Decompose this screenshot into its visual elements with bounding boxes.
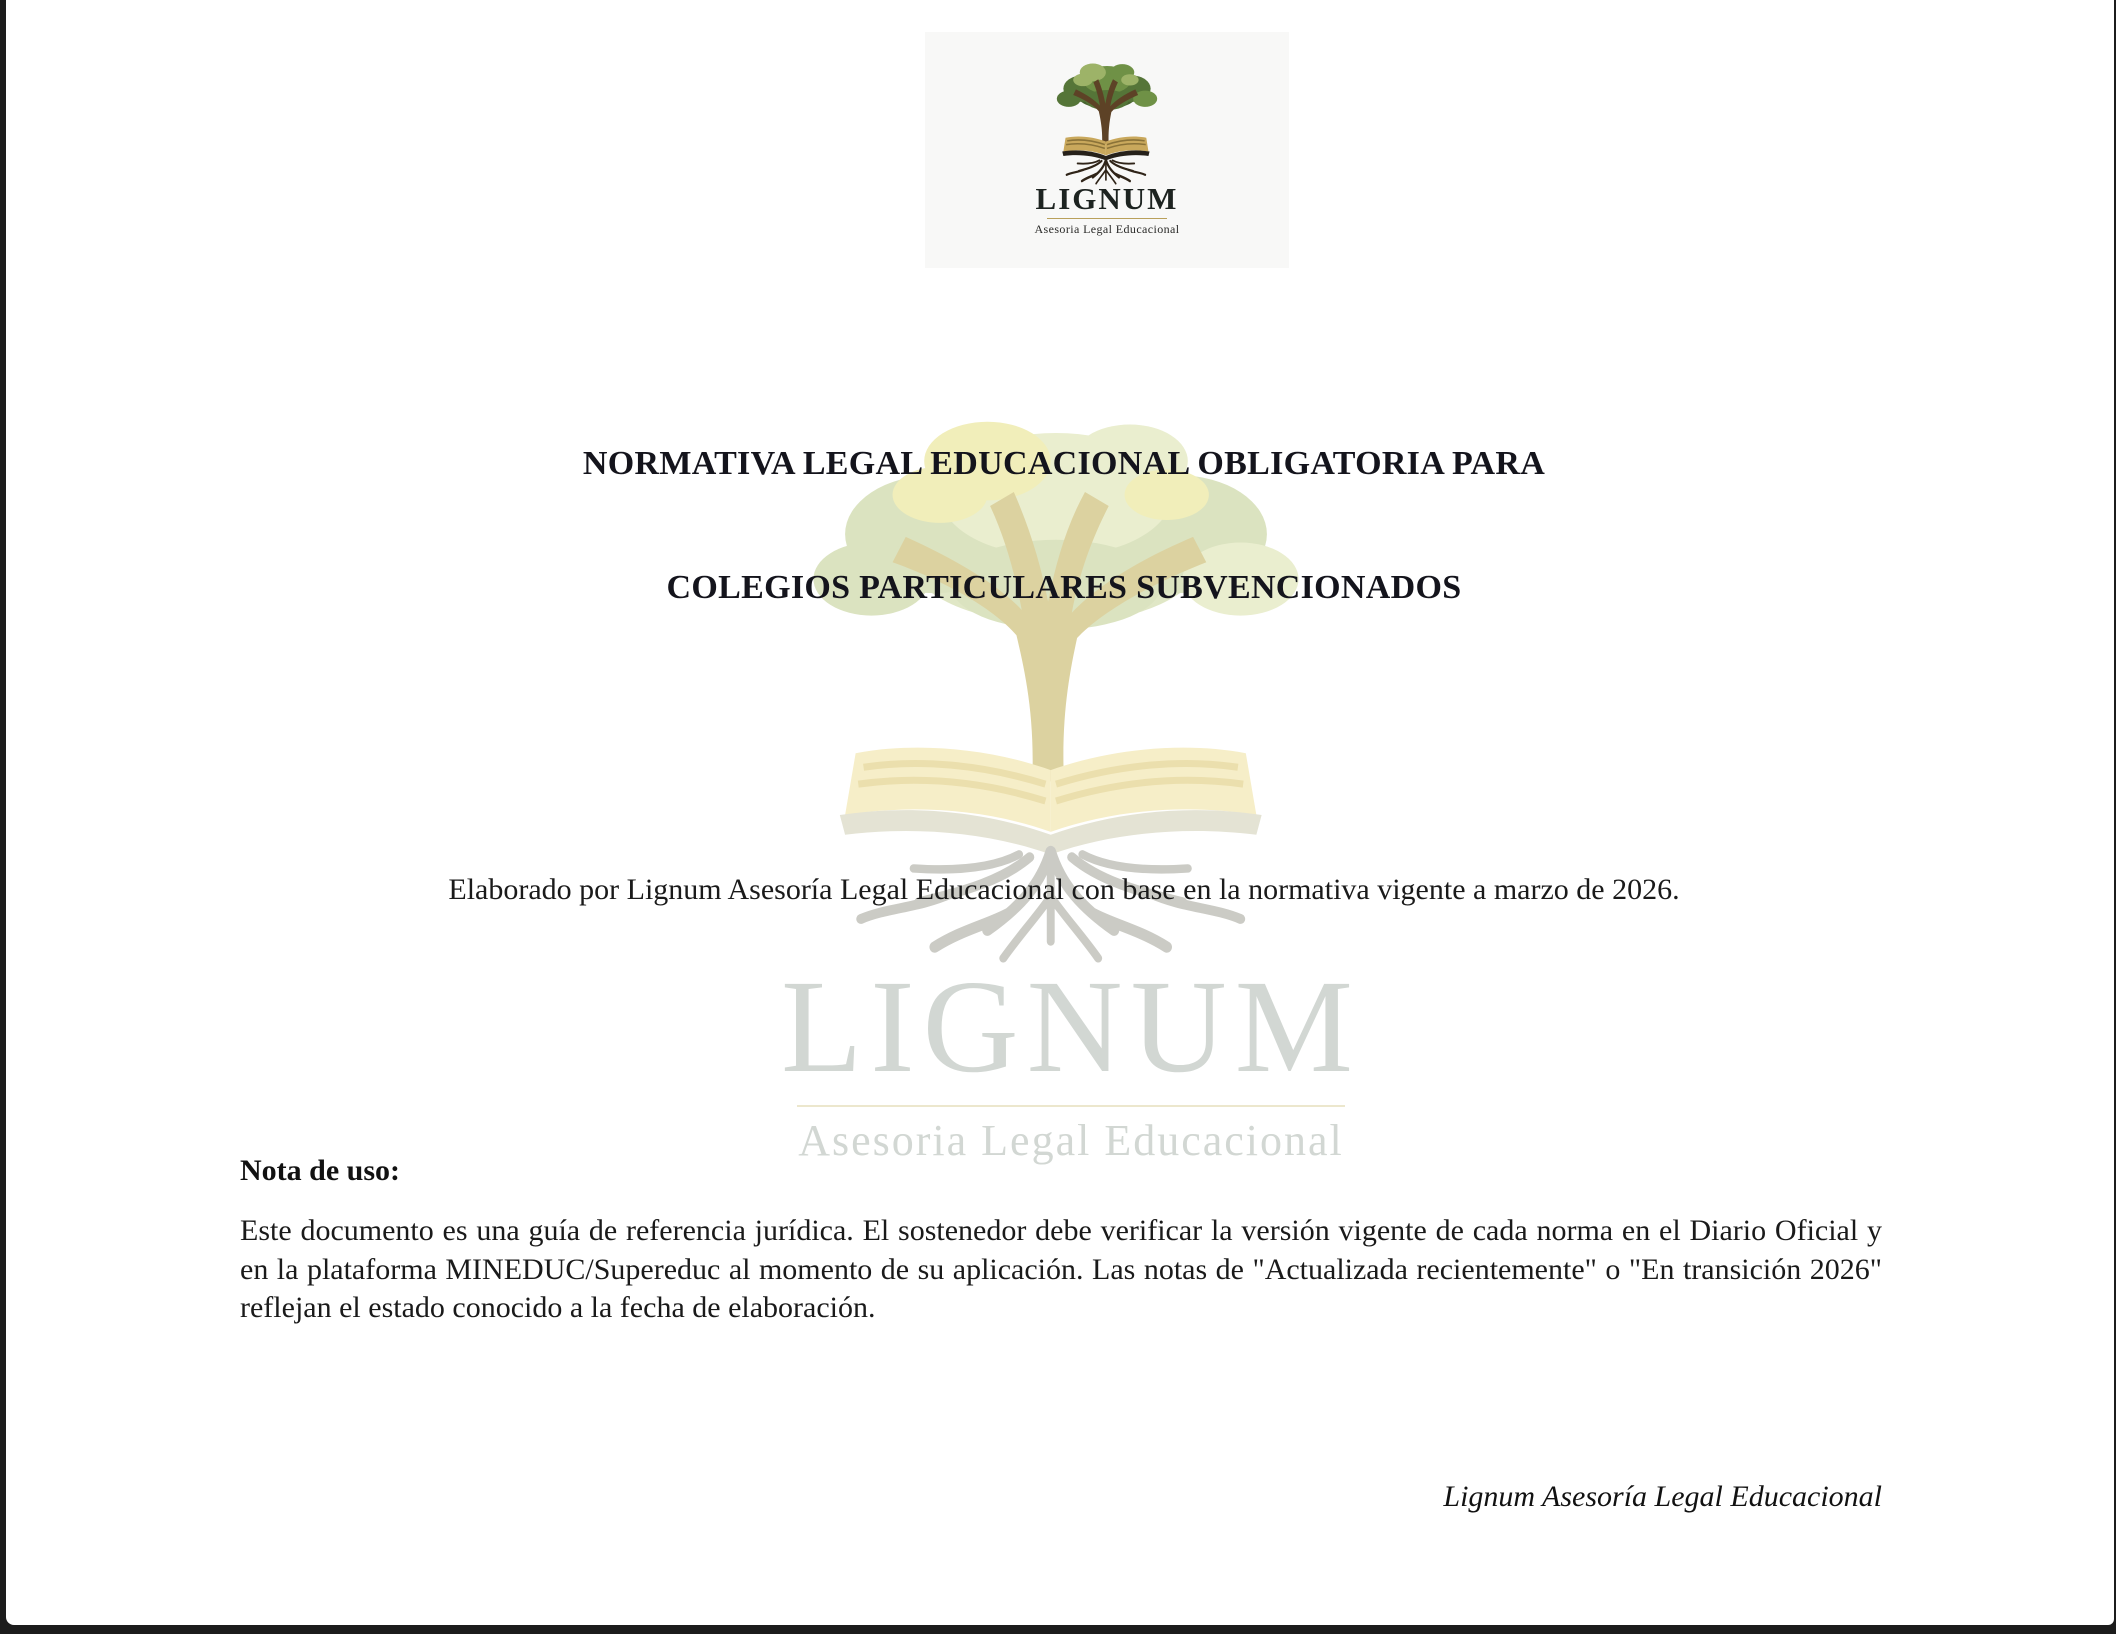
- doc-title-line1: NORMATIVA LEGAL EDUCACIONAL OBLIGATORIA PARA: [582, 445, 1546, 482]
- note-body: Este documento es una guía de referencia jurídica. El sostenedor debe verificar la versión vigente de cada norma en el Diario Oficial y en la plataforma MINEDUC/Supereduc al momento de su aplicación. Las notas de "Actualizada recientemente" o "En transición 2026" reflejan el estado conocido a la fecha de elaboración.: [240, 1214, 1882, 1324]
- watermark: [246, 952, 1896, 1166]
- watermark-brand: LIGNUM: [781, 952, 1361, 1100]
- watermark-tagline: Asesoria Legal Educacional: [798, 1116, 1344, 1165]
- document-page: [6, 0, 2114, 1625]
- logo-rule: [1047, 218, 1167, 219]
- note-heading: Nota de uso:: [240, 1154, 401, 1187]
- watermark-rule: [797, 1105, 1345, 1107]
- footer-signature: Lignum Asesoría Legal Educacional: [1443, 1480, 1882, 1513]
- logo-tree-icon: [1047, 56, 1167, 188]
- logo-brand: LIGNUM: [1035, 181, 1179, 216]
- doc-title-line2: COLEGIOS PARTICULARES SUBVENCIONADOS: [666, 569, 1462, 606]
- doc-subtitle: Elaborado por Lignum Asesoría Legal Educacional con base en la normativa vigente a marzo de 2026.: [448, 873, 1680, 906]
- logo-tagline: Asesoria Legal Educacional: [1034, 222, 1180, 236]
- logo-card: [925, 32, 1289, 268]
